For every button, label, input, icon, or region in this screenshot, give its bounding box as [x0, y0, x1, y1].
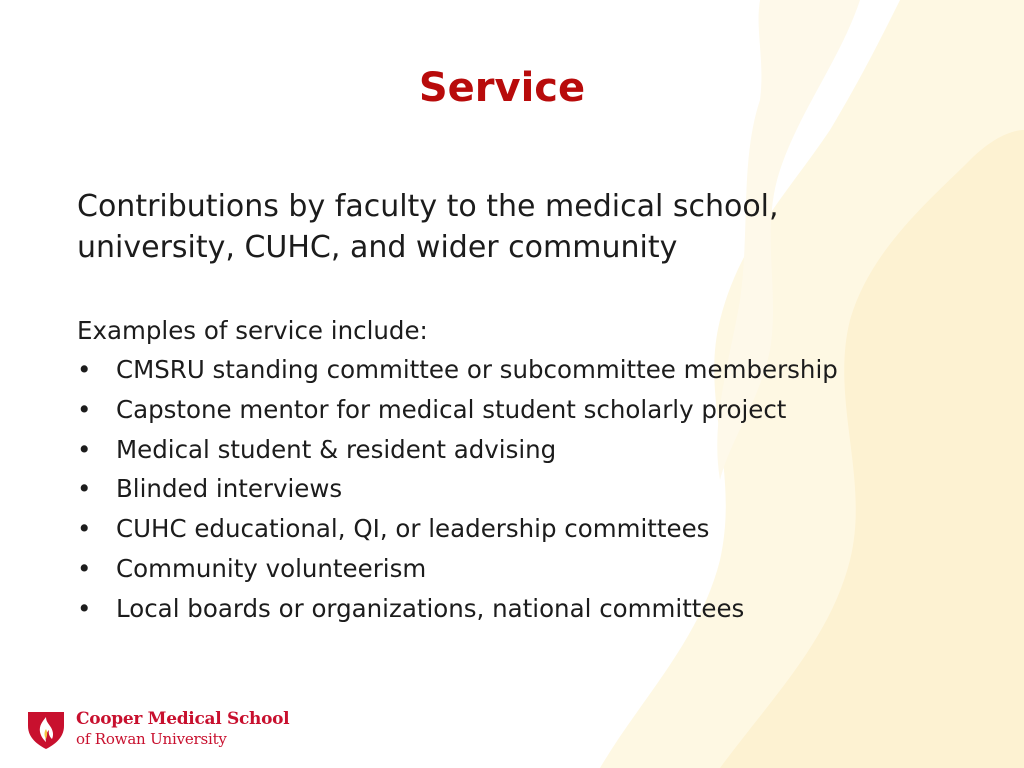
- school-logo: [26, 708, 290, 754]
- list-item-text: Local boards or organizations, national committees: [116, 593, 745, 623]
- list-item: [77, 471, 838, 511]
- bullet-icon: •: [77, 474, 92, 504]
- slide-title: Service: [418, 65, 586, 111]
- intro-text: Contributions by faculty to the medical school, university, CUHC, and wider community: [77, 189, 779, 265]
- list-item-text: Medical student & resident advising: [116, 434, 557, 464]
- bullet-icon: •: [77, 514, 92, 544]
- logo-name-line1: Cooper Medical School: [76, 709, 290, 729]
- examples-list: [77, 352, 838, 631]
- list-item-text: Community volunteerism: [116, 553, 427, 583]
- list-item-text: CMSRU standing committee or subcommittee membership: [116, 355, 838, 384]
- bullet-icon: •: [77, 394, 92, 424]
- bullet-icon: •: [77, 434, 92, 464]
- list-item: [77, 352, 838, 392]
- bullet-icon: •: [77, 355, 92, 384]
- bullet-icon: •: [77, 553, 92, 583]
- flame-shield-icon: [26, 708, 66, 750]
- list-item: [77, 511, 838, 551]
- list-item-text: Capstone mentor for medical student scholarly project: [116, 394, 787, 424]
- list-item: [77, 392, 838, 432]
- bullet-icon: •: [77, 593, 92, 623]
- examples-heading: Examples of service include:: [77, 316, 428, 345]
- logo-name-line2: of Rowan University: [76, 730, 227, 748]
- list-item: [77, 591, 838, 631]
- list-item: [77, 432, 838, 472]
- list-item-text: CUHC educational, QI, or leadership committees: [116, 514, 710, 544]
- list-item: [77, 551, 838, 591]
- list-item-text: Blinded interviews: [116, 474, 343, 504]
